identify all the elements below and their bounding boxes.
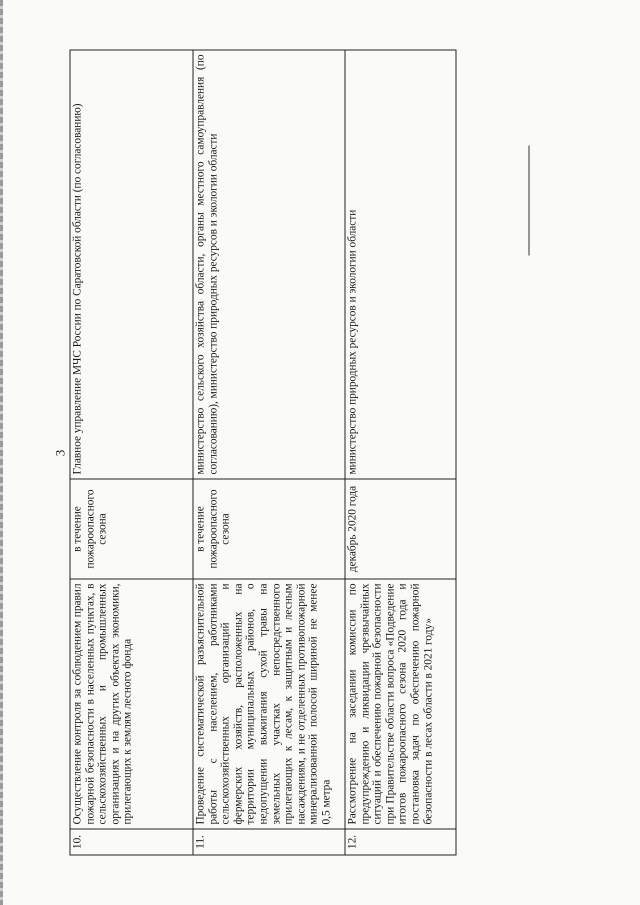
row-responsible: министерство сельского хозяйства области, органы местного самоуправления (по согласованию), министерство природных ресурсов и экологии области [193,50,345,479]
rotated-page [48,50,592,855]
row-term: в течение пожароопасного сезона [193,479,345,579]
scan-edge [0,0,3,905]
row-number: 12. [345,829,456,855]
row-term: в течение пожароопасного сезона [70,479,193,579]
row-term: декабрь 2020 года [345,479,456,579]
row-number: 10. [70,829,193,855]
table-row [70,50,193,855]
row-description: Рассмотрение на заседании комиссии по предупреждению и ликвидации чрезвычайных ситуаций и обеспечению пожарной безопасности при Правительстве области вопроса «Подведение итогов пожароопасного сезона 2020 года и постановка задач по обеспечению пожарной безопасности в лесах области в 2021 году» [345,579,456,829]
row-description: Осуществление контроля за соблюдением правил пожарной безопасности в населенных пунктах, в сельскохозяйственных и промышленных организациях и на других объектах экономики, прилегающих к землям лесного фонда [70,579,193,829]
row-responsible: Главное управление МЧС России по Саратовской области (по согласованию) [70,50,193,479]
table-row [193,50,345,855]
row-number: 11. [193,829,345,855]
page-number: 3 [52,449,67,456]
table-row [345,50,456,855]
row-description: Проведение систематической разъяснительной работы с населением, работниками сельскохозяйственных организаций и фермерских хозяйств, расположенных на территории муниципальных районов, о недопущении выжигания сухой травы на земельных участках непосредственного прилегающих к лесам, к защитным и лесным насаждениям, и не отделенных противопожарной минерализованной полосой шириной не менее 0,5 метра [193,579,345,829]
closing-rule [528,145,529,255]
row-responsible: министерство природных ресурсов и экологии области [345,50,456,479]
measures-table [69,49,456,855]
